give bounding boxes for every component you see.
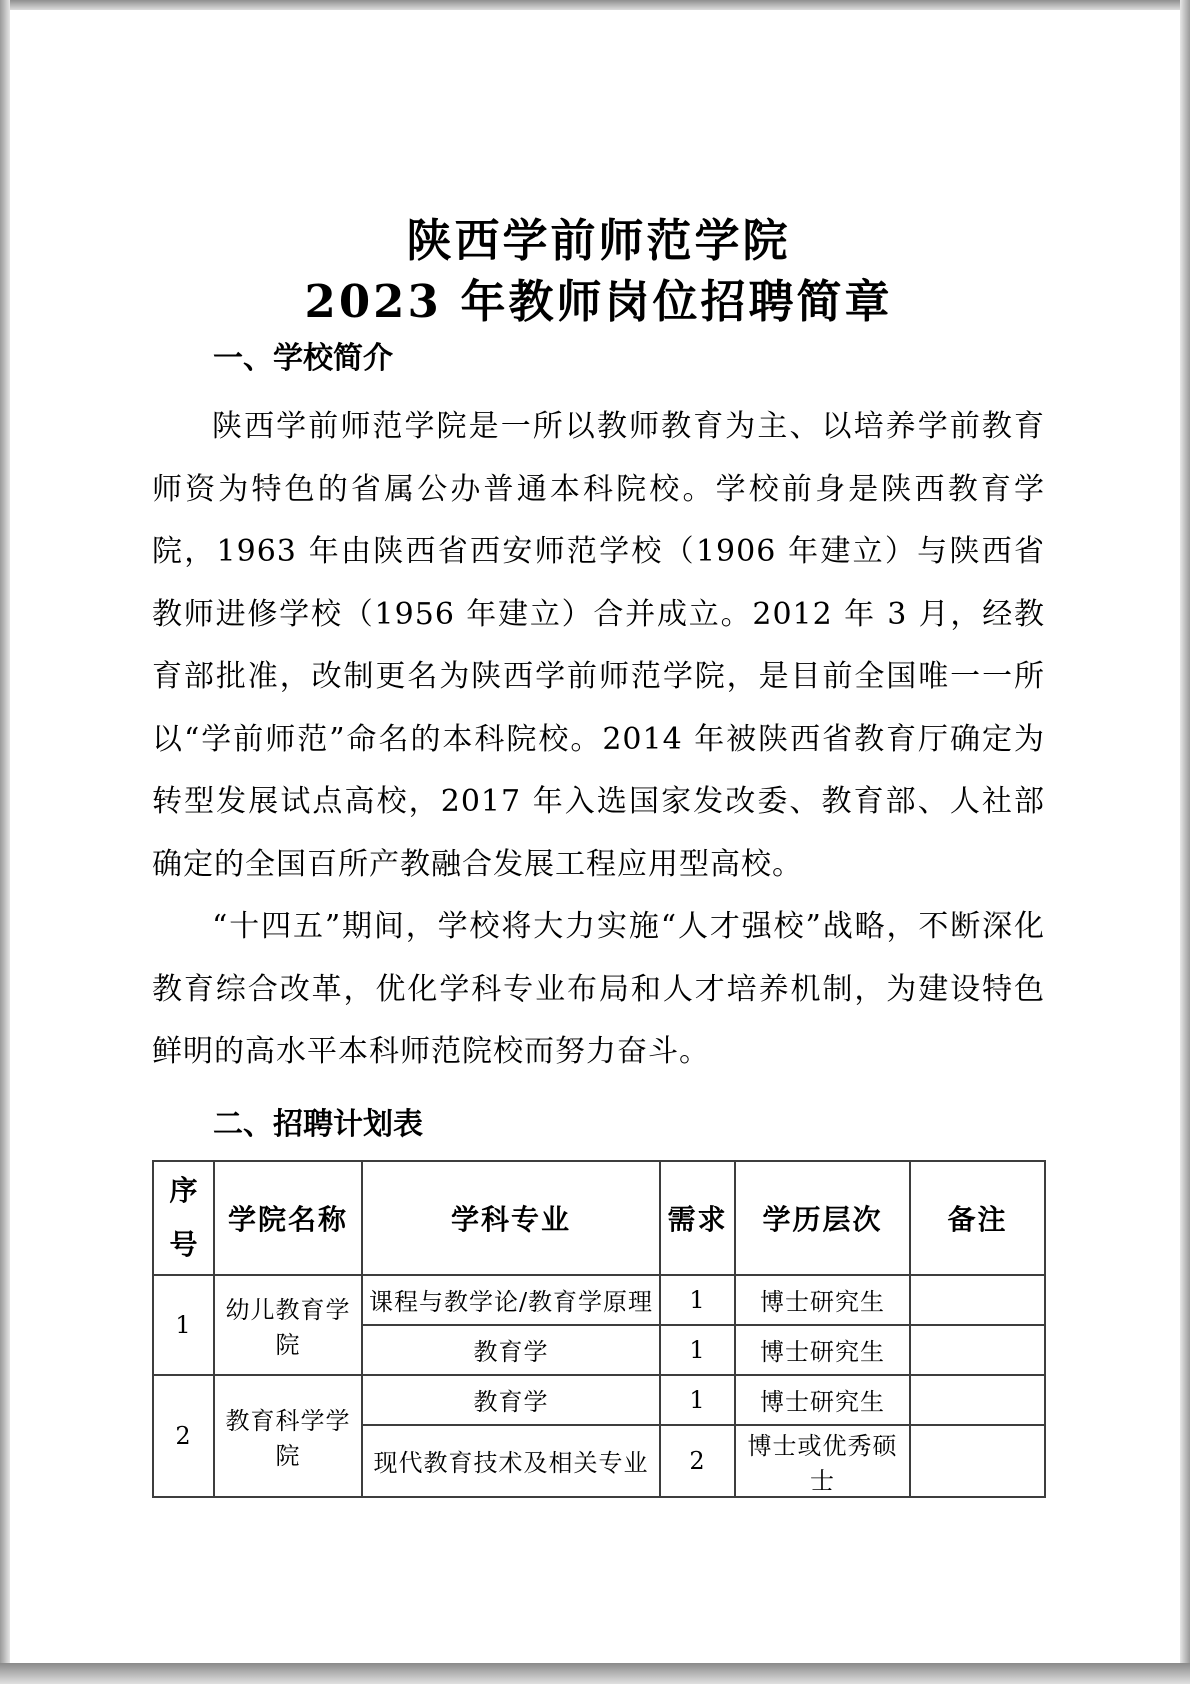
column-header-college: 学院名称 — [214, 1161, 362, 1275]
intro-paragraph-2: “十四五”期间，学校将大力实施“人才强校”战略，不断深化教育综合改革，优化学科专业布局和人才培养机制，为建设特色鲜明的高水平本科师范院校而努力奋斗。 — [152, 909, 1045, 1069]
table-row — [153, 1375, 1045, 1425]
document-title-line1: 陕西学前师范学院 — [406, 214, 791, 267]
viewer-edge-top — [0, 0, 1190, 10]
cell-demand: 1 — [660, 1275, 735, 1325]
cell-degree: 博士研究生 — [735, 1375, 910, 1425]
document-title — [152, 210, 1045, 332]
cell-major: 现代教育技术及相关专业 — [362, 1425, 660, 1497]
cell-serial: 2 — [153, 1375, 214, 1497]
column-header-degree: 学历层次 — [735, 1161, 910, 1275]
cell-note — [910, 1375, 1045, 1425]
cell-note — [910, 1325, 1045, 1375]
table-row — [153, 1275, 1045, 1325]
intro-paragraph-1: 陕西学前师范学院是一所以教师教育为主、以培养学前教育师资为特色的省属公办普通本科院校。学校前身是陕西教育学院，1963 年由陕西省西安师范学校（1906 年建立）与陕西省教师进修学校（1956 年建立）合并成立。2012 年 3 月，经教育部批准，改制更名为陕西学前师范学院，是目前全国唯一一所以“学前师范”命名的本科院校。2014 年被陕西省教育厅确定为转型发展试点高校，2017 年入选国家发改委、教育部、人社部确定的全国百所产教融合发展工程应用型高校。 — [152, 409, 1045, 882]
cell-note — [910, 1425, 1045, 1497]
cell-degree: 博士研究生 — [735, 1275, 910, 1325]
cell-college: 教育科学学院 — [214, 1375, 362, 1497]
cell-note — [910, 1275, 1045, 1325]
table-header-row — [153, 1161, 1045, 1275]
cell-degree: 博士或优秀硕士 — [735, 1425, 910, 1497]
column-header-note: 备注 — [910, 1161, 1045, 1275]
cell-major: 课程与教学论/教育学原理 — [362, 1275, 660, 1325]
page-content — [10, 10, 1180, 1498]
recruitment-plan-table — [152, 1160, 1046, 1498]
column-header-serial: 序号 — [153, 1161, 214, 1275]
cell-serial: 1 — [153, 1275, 214, 1375]
cell-demand: 2 — [660, 1425, 735, 1497]
viewer-edge-bottom — [0, 1663, 1190, 1684]
document-page — [10, 10, 1180, 1663]
viewer-edge-right — [1180, 0, 1190, 1684]
viewer-edge-left — [0, 0, 10, 1684]
cell-college: 幼儿教育学院 — [214, 1275, 362, 1375]
column-header-demand: 需求 — [660, 1161, 735, 1275]
section-heading-intro: 一、学校简介 — [213, 341, 393, 376]
document-title-line2: 2023 年教师岗位招聘简章 — [304, 275, 893, 328]
cell-demand: 1 — [660, 1375, 735, 1425]
cell-major: 教育学 — [362, 1375, 660, 1425]
cell-degree: 博士研究生 — [735, 1325, 910, 1375]
cell-major: 教育学 — [362, 1325, 660, 1375]
column-header-major: 学科专业 — [362, 1161, 660, 1275]
cell-demand: 1 — [660, 1325, 735, 1375]
section-heading-plan: 二、招聘计划表 — [213, 1106, 423, 1142]
